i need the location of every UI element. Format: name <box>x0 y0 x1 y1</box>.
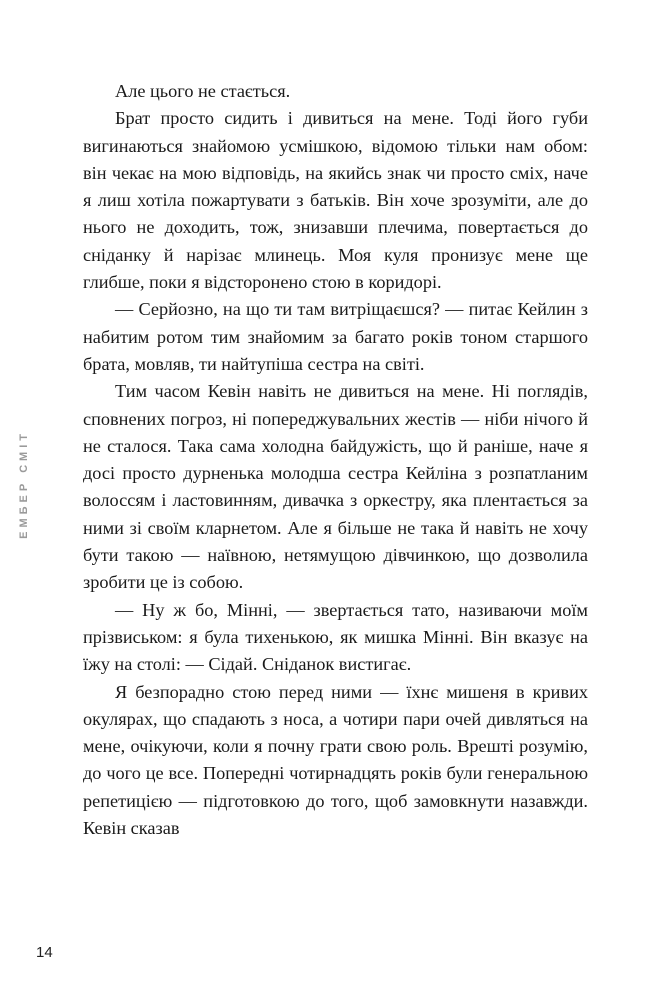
paragraph: Я безпорадно стою перед ними — їхнє мишеня в кривих окулярах, що спадають з носа, а чотири пари очей дивляться на мене, очікуючи, коли я почну грати свою роль. Врешті розумію, до чого це все. Попередні чотирнадцять років були генеральною репетицією — підготовкою до того, щоб замовкнути назавжди. Кевін сказав <box>83 681 588 839</box>
running-header: ЕМБЕР СМІТ <box>18 430 30 539</box>
paragraph: Брат просто сидить і дивиться на мене. Тоді його губи вигинаються знайомою усмішкою, відомою тільки нам обом: він чекає на мою відповідь, на якийсь знак чи просто сміх, наче я лиш хотіла пожартувати з батьків. Він хоче зрозуміти, але до нього не доходить, тож, знизавши плечима, повертається до сніданку й нарізає млинець. Моя куля пронизує мене ще глибше, поки я відсторонено стою в коридорі. <box>83 108 588 293</box>
paragraph: — Серйозно, на що ти там витріщаєшся? — питає Кейлин з набитим ротом тим знайомим за багато років тоном старшого брата, мовляв, ти найтупіша сестра на світі. <box>83 299 588 374</box>
paragraph: Але цього не стається. <box>115 81 291 101</box>
body-text <box>83 78 588 842</box>
paragraph: — Ну ж бо, Мінні, — звертається тато, називаючи моїм прізвиськом: я була тихенькою, як мишка Мінні. Він вказує на їжу на столі: — Сідай. Сніданок вистигає. <box>83 599 588 675</box>
page-number: 14 <box>36 944 53 961</box>
paragraph: Тим часом Кевін навіть не дивиться на мене. Ні поглядів, сповнених погроз, ні попереджувальних жестів — ніби нічого й не сталося. Така сама холодна байдужість, що й раніше, наче я досі просто дурненька молодша сестра Кейліна з розпатланим волоссям і ластовинням, дивачка з оркестру, яка плентається за ними зі своїм кларнетом. Але я більше не така й навіть не хочу бути такою — наївною, нетямущою дівчинкою, що дозволила зробити це із собою. <box>83 381 588 593</box>
